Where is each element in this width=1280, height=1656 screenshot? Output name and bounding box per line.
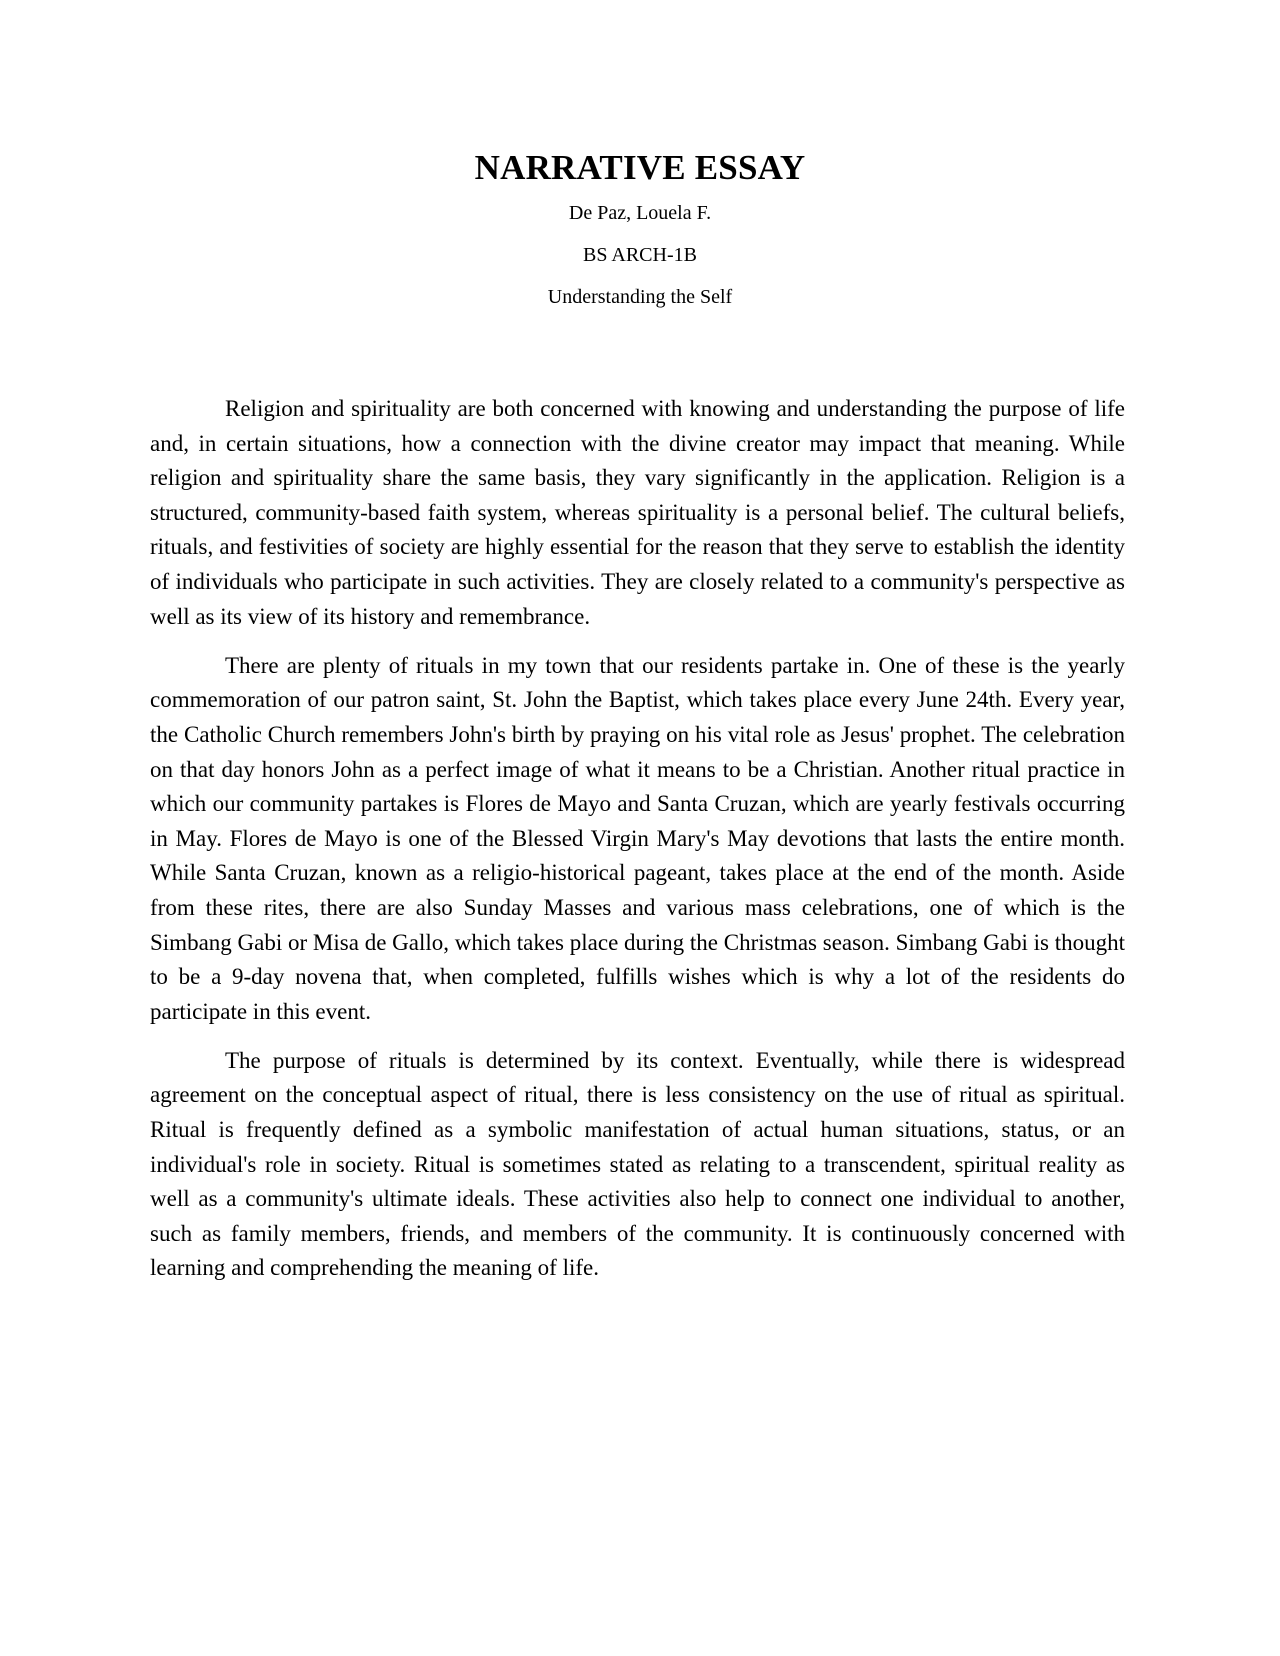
essay-title: NARRATIVE ESSAY xyxy=(474,148,806,187)
essay-body xyxy=(150,392,1125,1301)
document-header xyxy=(0,148,1280,309)
paragraph-2: There are plenty of rituals in my town that our residents partake in. One of these is the yearly commemoration of our patron saint, St. John the Baptist, which takes place every June 24th. Every year, the Catholic Church remembers John's birth by praying on his vital role as Jesus' prophet. The celebration on that day honors John as a perfect image of what it means to be a Christian. Another ritual practice in which our community partakes is Flores de Mayo and Santa Cruzan, which are yearly festivals occurring in May. Flores de Mayo is one of the Blessed Virgin Mary's May devotions that lasts the entire month. While Santa Cruzan, known as a religio-historical pageant, takes place at the end of the month. Aside from these rites, there are also Sunday Masses and various mass celebrations, one of which is the Simbang Gabi or Misa de Gallo, which takes place during the Christmas season. Simbang Gabi is thought to be a 9-day novena that, when completed, fulfills wishes which is why a lot of the residents do participate in this event. xyxy=(150,652,1125,1024)
author-name: De Paz, Louela F. xyxy=(568,202,712,224)
paragraph-1: Religion and spirituality are both concerned with knowing and understanding the purpose of life and, in certain situations, how a connection with the divine creator may impact that meaning. While religion and spirituality share the same basis, they vary significantly in the application. Religion is a structured, community-based faith system, whereas spirituality is a personal belief. The cultural beliefs, rituals, and festivities of society are highly essential for the reason that they serve to establish the identity of individuals who participate in such activities. They are closely related to a community's perspective as well as its view of its history and remembrance. xyxy=(150,396,1125,629)
subject-name: Understanding the Self xyxy=(547,286,733,308)
course-section: BS ARCH-1B xyxy=(583,244,697,266)
paragraph-3: The purpose of rituals is determined by its context. Eventually, while there is widespread agreement on the conceptual aspect of ritual, there is less consistency on the use of ritual as spiritual. Ritual is frequently defined as a symbolic manifestation of actual human situations, status, or an individual's role in society. Ritual is sometimes stated as relating to a transcendent, spiritual reality as well as a community's ultimate ideals. These activities also help to connect one individual to another, such as family members, friends, and members of the community. It is continuously concerned with learning and comprehending the meaning of life. xyxy=(150,1047,1125,1281)
